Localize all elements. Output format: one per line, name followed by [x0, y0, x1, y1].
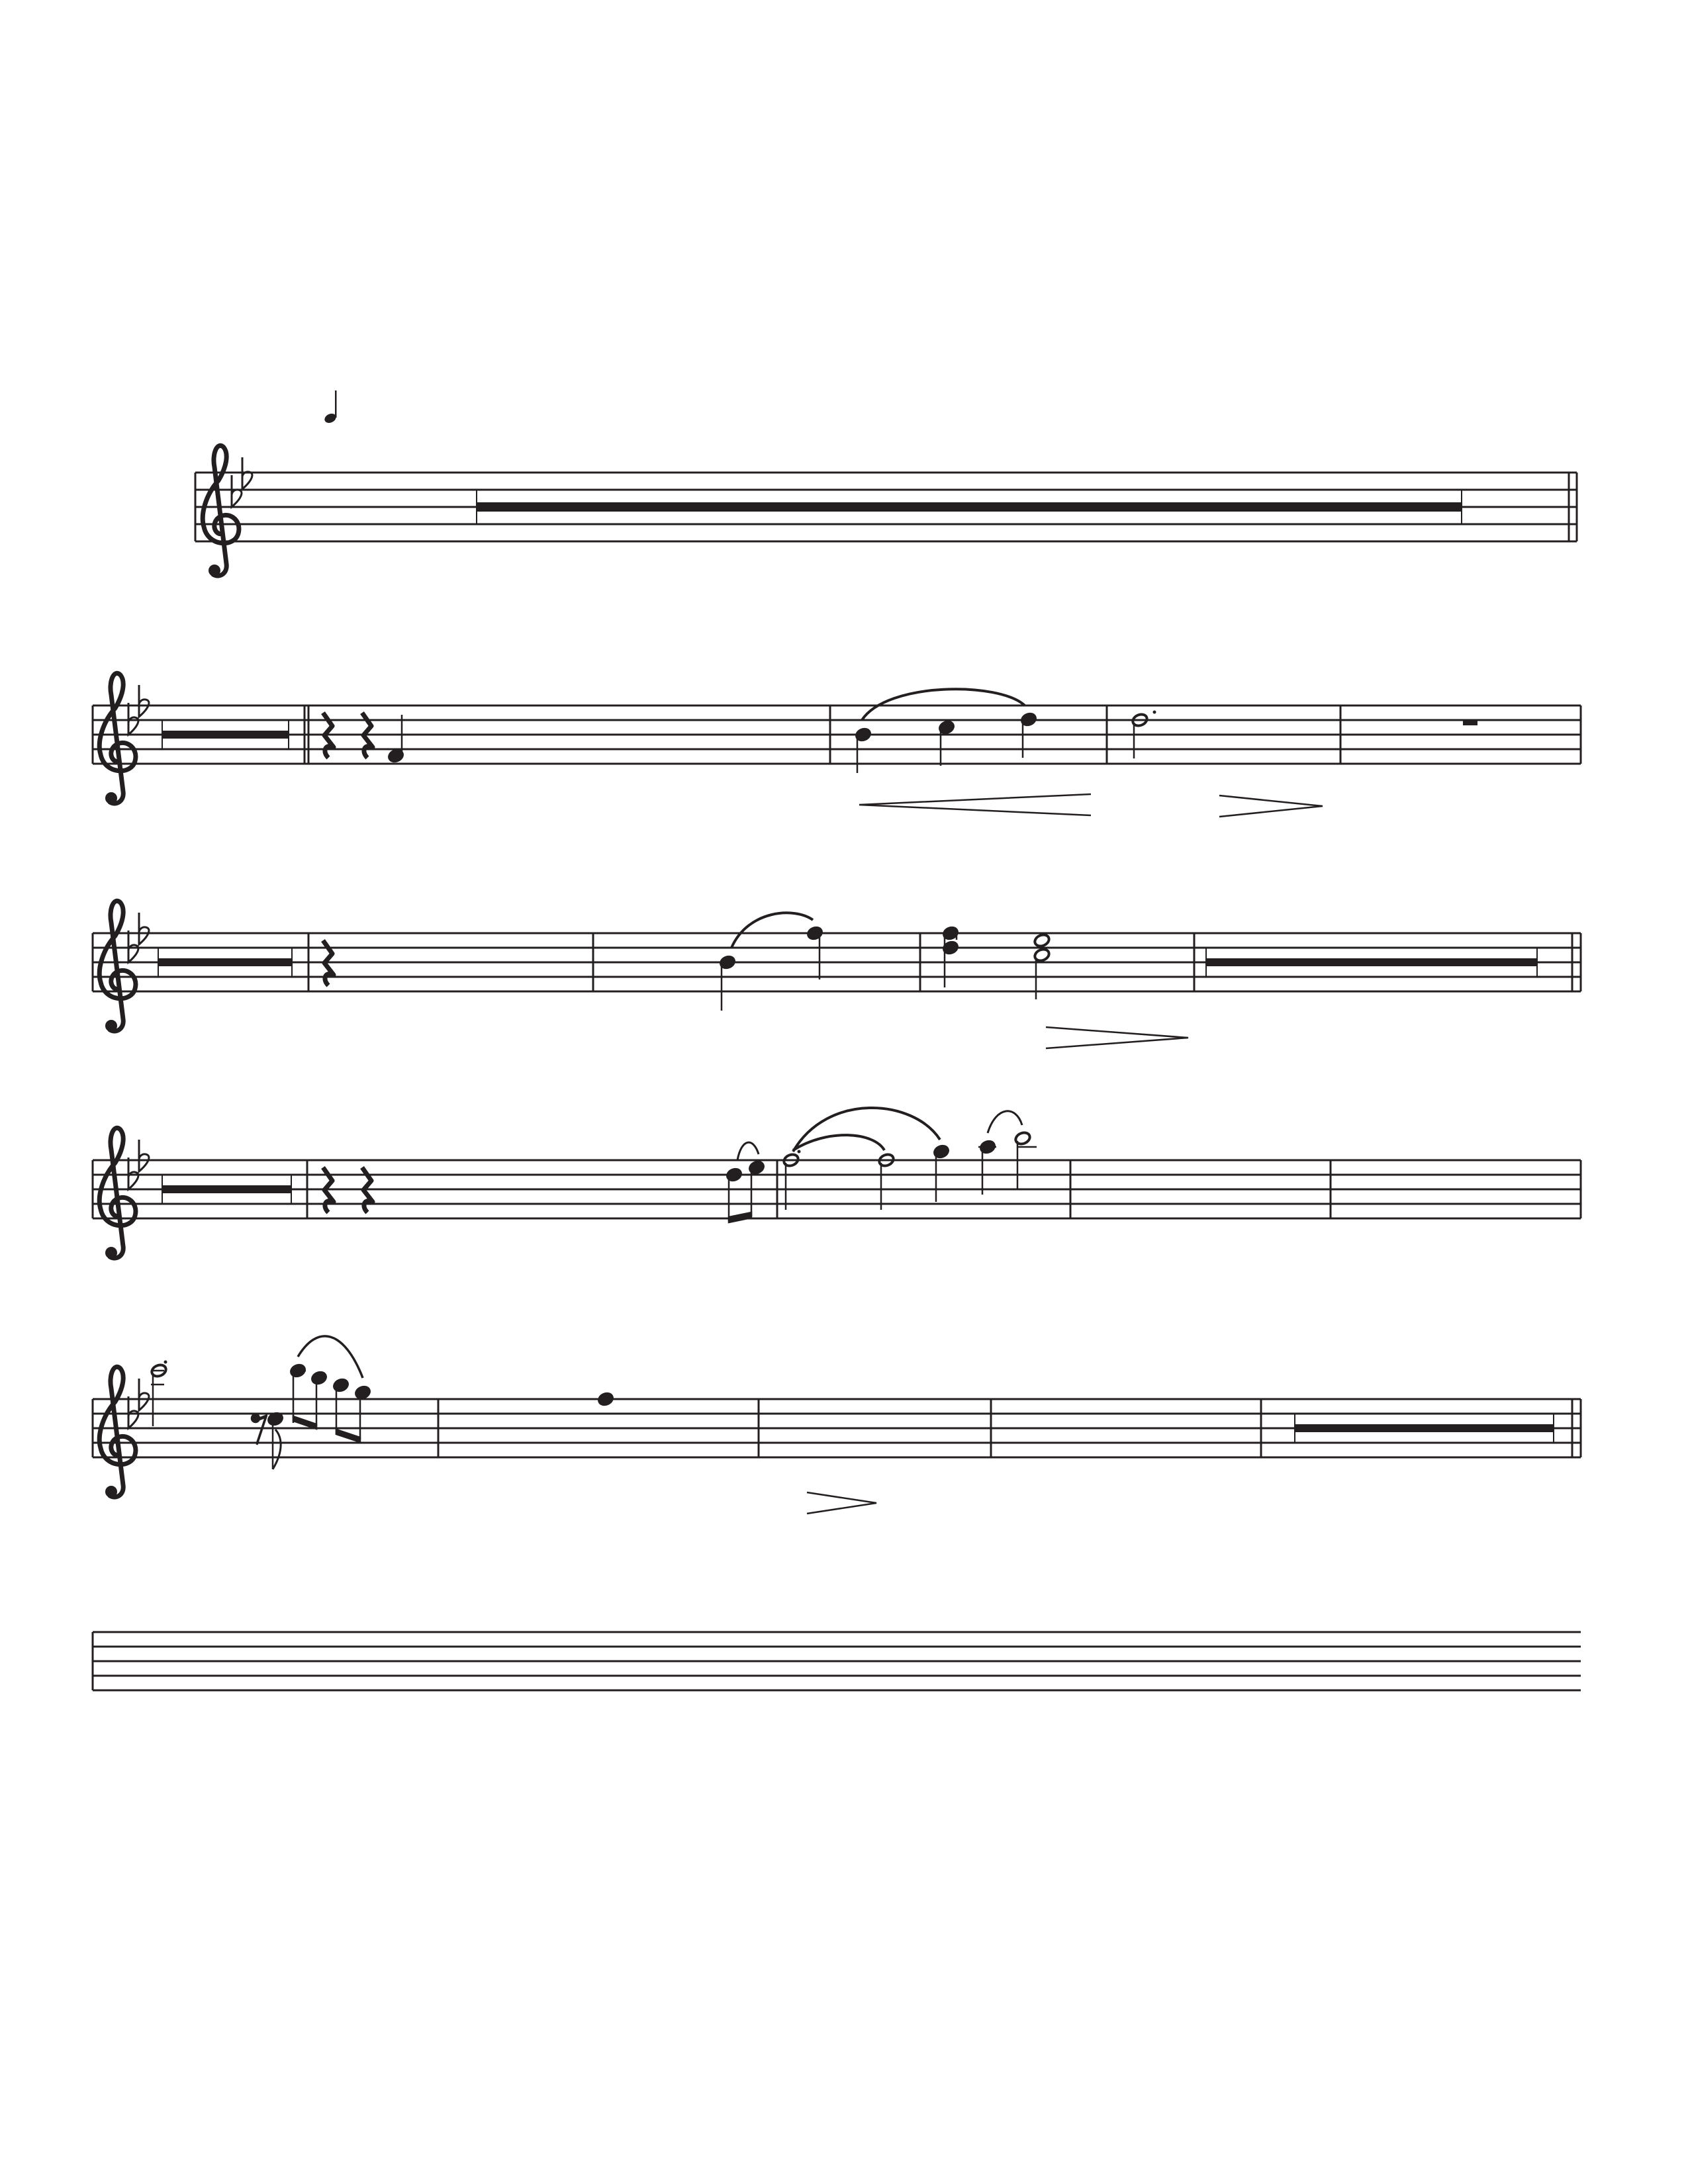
treble-clef-icon — [203, 445, 239, 576]
system-4 — [93, 1160, 1581, 1218]
key-signature-icon — [128, 685, 149, 735]
key-signature-icon — [128, 913, 149, 962]
system-2 — [93, 705, 1581, 764]
notes-m51-54-detail — [597, 1391, 615, 1407]
system-6 — [93, 1632, 1581, 1690]
system-1 — [195, 473, 1577, 541]
key-signature-icon — [128, 1379, 149, 1428]
treble-clef-icon — [99, 1367, 136, 1498]
treble-clef-icon — [99, 1128, 136, 1259]
system-3 — [93, 933, 1581, 991]
notes-m24-27 — [387, 689, 1477, 773]
key-signature-icon — [232, 457, 252, 507]
treble-clef-icon — [99, 901, 136, 1032]
decrescendo-hairpin — [1046, 1027, 1188, 1048]
treble-clef-icon — [99, 673, 136, 804]
notes-m51-54 — [150, 1336, 372, 1469]
crescendo-hairpin — [859, 794, 1091, 815]
key-signature-icon — [128, 1140, 149, 1189]
notes-m47-50 — [726, 1108, 1037, 1222]
decrescendo-hairpin — [807, 1492, 876, 1514]
decrescendo-hairpin — [1219, 796, 1323, 817]
